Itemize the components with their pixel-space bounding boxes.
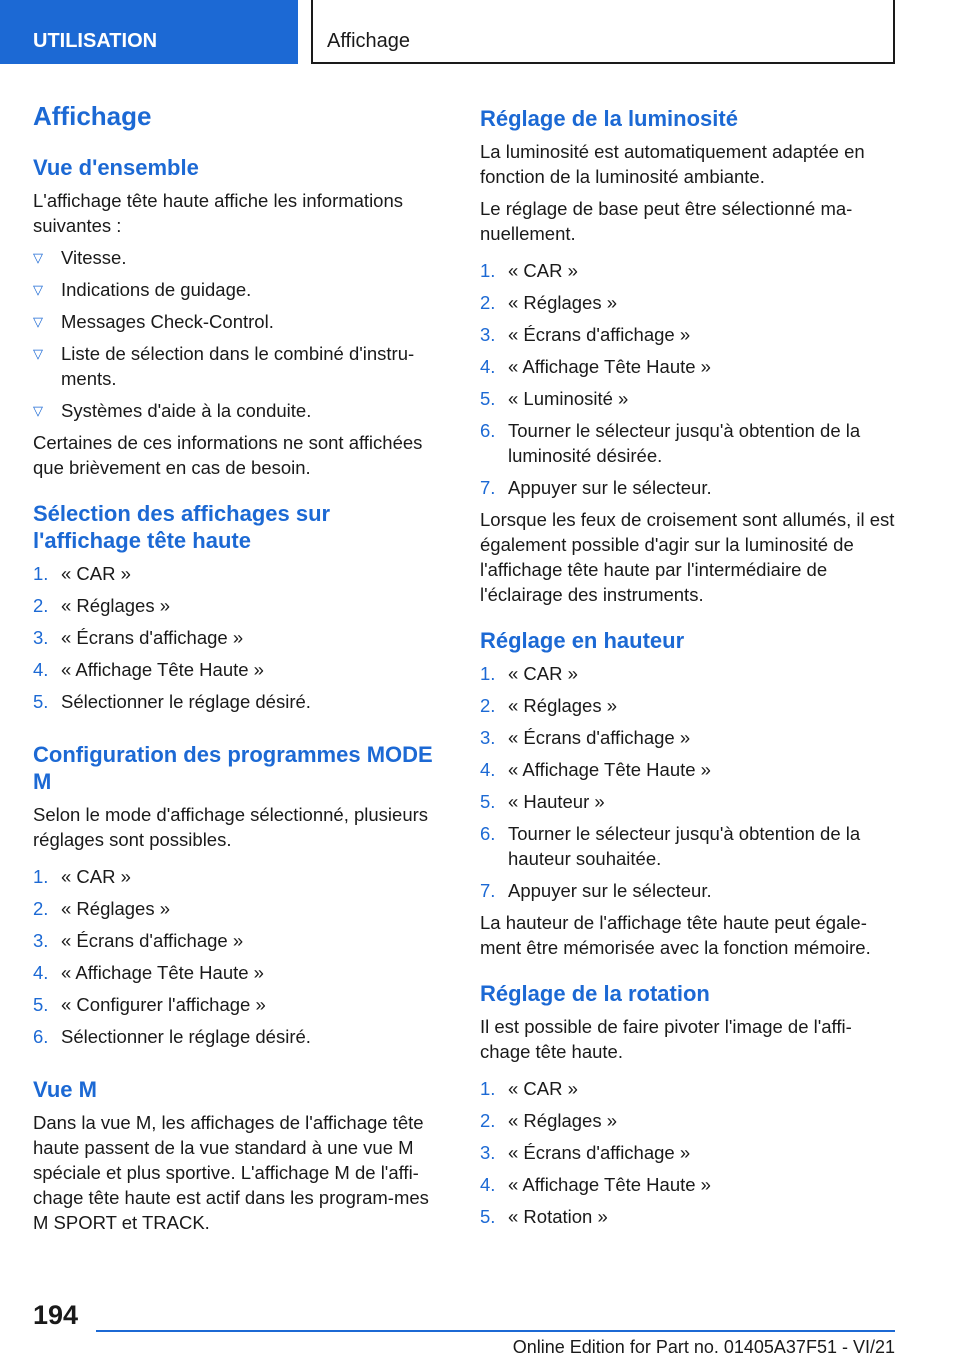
overview-intro: L'affichage tête haute affiche les informations suivantes : bbox=[33, 190, 404, 236]
step-item bbox=[33, 960, 443, 985]
step-number: 5. bbox=[480, 388, 496, 409]
rotation-intro: Il est possible de faire pivoter l'image de l'affi-chage tête haute. bbox=[480, 1016, 852, 1062]
step-number: 6. bbox=[480, 823, 496, 844]
step-number: 5. bbox=[480, 791, 496, 812]
section-tab[interactable]: UTILISATION bbox=[0, 0, 298, 64]
item-text: « Écrans d'affichage » bbox=[61, 930, 244, 951]
overview-note: Certaines de ces informations ne sont affichées que brièvement en cas de besoin. bbox=[33, 432, 423, 478]
step-item bbox=[480, 1108, 895, 1133]
list-item bbox=[33, 277, 443, 302]
item-text: « Affichage Tête Haute » bbox=[508, 356, 711, 377]
item-text: « CAR » bbox=[61, 563, 131, 584]
step-item bbox=[33, 1024, 443, 1049]
step-item bbox=[33, 657, 443, 682]
item-text: Vitesse. bbox=[61, 247, 127, 268]
item-text: Appuyer sur le sélecteur. bbox=[508, 880, 712, 901]
step-number: 4. bbox=[33, 962, 49, 983]
rotation-steps bbox=[480, 1076, 895, 1229]
item-text: « Rotation » bbox=[508, 1206, 608, 1227]
step-number: 2. bbox=[33, 898, 49, 919]
brightness-p2: Le réglage de base peut être sélectionné ma-nuellement. bbox=[480, 198, 853, 244]
triangle-bullet-icon: ▽ bbox=[33, 403, 43, 418]
height-steps bbox=[480, 661, 895, 903]
step-number: 2. bbox=[480, 695, 496, 716]
step-item bbox=[480, 386, 895, 411]
brightness-steps bbox=[480, 258, 895, 500]
step-item bbox=[480, 475, 895, 500]
selection-heading: Sélection des affichages sur l'affichage tête haute bbox=[33, 501, 331, 553]
item-text: « CAR » bbox=[508, 260, 578, 281]
height-note: La hauteur de l'affichage tête haute peut égale-ment être mémorisée avec la fonction mémoire. bbox=[480, 912, 871, 958]
item-text: Appuyer sur le sélecteur. bbox=[508, 477, 712, 498]
item-text: « Luminosité » bbox=[508, 388, 629, 409]
footer-divider bbox=[96, 1330, 895, 1332]
item-text: « Configurer l'affichage » bbox=[61, 994, 266, 1015]
item-text: « Affichage Tête Haute » bbox=[508, 1174, 711, 1195]
step-number: 3. bbox=[480, 1142, 496, 1163]
step-number: 3. bbox=[33, 930, 49, 951]
item-text: « Réglages » bbox=[508, 695, 618, 716]
item-text: Liste de sélection dans le combiné d'instru-ments. bbox=[61, 343, 415, 389]
step-number: 4. bbox=[480, 759, 496, 780]
item-text: Systèmes d'aide à la conduite. bbox=[61, 400, 312, 421]
mode-m-heading: Configuration des programmes MODE M bbox=[33, 742, 433, 794]
page-title: Affichage bbox=[33, 101, 152, 131]
overview-heading: Vue d'ensemble bbox=[33, 155, 199, 180]
step-number: 5. bbox=[33, 994, 49, 1015]
height-heading: Réglage en hauteur bbox=[480, 628, 685, 653]
edition-text: Online Edition for Part no. 01405A37F51 - VI/21 bbox=[512, 1337, 895, 1357]
step-item bbox=[480, 322, 895, 347]
step-number: 7. bbox=[480, 880, 496, 901]
item-text: « Écrans d'affichage » bbox=[508, 324, 691, 345]
item-text: Indications de guidage. bbox=[61, 279, 252, 300]
item-text: « Affichage Tête Haute » bbox=[61, 962, 264, 983]
step-item bbox=[33, 896, 443, 921]
triangle-bullet-icon: ▽ bbox=[33, 250, 43, 265]
item-text: « Réglages » bbox=[61, 595, 171, 616]
mode-m-steps bbox=[33, 864, 443, 1049]
step-item bbox=[480, 354, 895, 379]
step-number: 2. bbox=[480, 1110, 496, 1131]
list-item bbox=[33, 309, 443, 334]
item-text: « Écrans d'affichage » bbox=[61, 627, 244, 648]
right-column bbox=[480, 100, 895, 1236]
list-item bbox=[33, 245, 443, 270]
overview-list bbox=[33, 245, 443, 423]
step-item bbox=[480, 693, 895, 718]
step-number: 3. bbox=[480, 727, 496, 748]
page-header-title: Affichage bbox=[311, 0, 895, 64]
step-item bbox=[480, 725, 895, 750]
mode-m-intro: Selon le mode d'affichage sélectionné, plusieurs réglages sont possibles. bbox=[33, 804, 429, 850]
item-text: « Écrans d'affichage » bbox=[508, 727, 691, 748]
item-text: Messages Check-Control. bbox=[61, 311, 274, 332]
item-text: Tourner le sélecteur jusqu'à obtention de la luminosité désirée. bbox=[508, 420, 861, 466]
brightness-note: Lorsque les feux de croisement sont allumés, il est également possible d'agir sur la luminosité de l'affichage tête haute par l'intermédiaire de l'éclairage des instruments. bbox=[480, 509, 895, 605]
step-item bbox=[33, 928, 443, 953]
page-number: 194 bbox=[33, 1300, 79, 1330]
step-number: 1. bbox=[33, 866, 49, 887]
step-number: 4. bbox=[480, 1174, 496, 1195]
item-text: Sélectionner le réglage désiré. bbox=[61, 691, 311, 712]
left-column bbox=[33, 100, 443, 1235]
step-item bbox=[480, 757, 895, 782]
step-item bbox=[480, 290, 895, 315]
item-text: « CAR » bbox=[508, 663, 578, 684]
item-text: « Écrans d'affichage » bbox=[508, 1142, 691, 1163]
step-item bbox=[480, 661, 895, 686]
vue-m-heading: Vue M bbox=[33, 1077, 97, 1102]
item-text: « Réglages » bbox=[61, 898, 171, 919]
step-number: 1. bbox=[33, 563, 49, 584]
item-text: Tourner le sélecteur jusqu'à obtention de la hauteur souhaitée. bbox=[508, 823, 861, 869]
item-text: « Réglages » bbox=[508, 292, 618, 313]
selection-steps bbox=[33, 561, 443, 714]
rotation-heading: Réglage de la rotation bbox=[480, 981, 710, 1006]
step-number: 2. bbox=[480, 292, 496, 313]
step-item bbox=[480, 789, 895, 814]
step-number: 1. bbox=[480, 1078, 496, 1099]
triangle-bullet-icon: ▽ bbox=[33, 282, 43, 297]
step-item bbox=[33, 593, 443, 618]
list-item bbox=[33, 341, 443, 391]
step-item bbox=[33, 689, 443, 714]
step-item bbox=[33, 625, 443, 650]
step-item bbox=[480, 1076, 895, 1101]
step-number: 7. bbox=[480, 477, 496, 498]
step-item bbox=[480, 1140, 895, 1165]
brightness-p1: La luminosité est automatiquement adaptée en fonction de la luminosité ambiante. bbox=[480, 141, 865, 187]
item-text: « CAR » bbox=[61, 866, 131, 887]
triangle-bullet-icon: ▽ bbox=[33, 346, 43, 361]
item-text: « CAR » bbox=[508, 1078, 578, 1099]
step-item bbox=[480, 258, 895, 283]
brightness-heading: Réglage de la luminosité bbox=[480, 106, 738, 131]
step-number: 3. bbox=[480, 324, 496, 345]
step-number: 1. bbox=[480, 663, 496, 684]
step-number: 5. bbox=[33, 691, 49, 712]
step-item bbox=[480, 1204, 895, 1229]
step-number: 2. bbox=[33, 595, 49, 616]
step-item bbox=[33, 864, 443, 889]
item-text: « Affichage Tête Haute » bbox=[61, 659, 264, 680]
vue-m-text: Dans la vue M, les affichages de l'affichage tête haute passent de la vue standard à une vue M spéciale et plus sportive. L'affichage M de l'affi-chage tête haute est actif dans les program-mes M SPORT et TRACK. bbox=[33, 1112, 429, 1233]
step-number: 3. bbox=[33, 627, 49, 648]
step-item bbox=[480, 418, 895, 468]
step-number: 6. bbox=[480, 420, 496, 441]
list-item bbox=[33, 398, 443, 423]
step-number: 4. bbox=[33, 659, 49, 680]
step-number: 5. bbox=[480, 1206, 496, 1227]
item-text: « Réglages » bbox=[508, 1110, 618, 1131]
item-text: Sélectionner le réglage désiré. bbox=[61, 1026, 311, 1047]
step-number: 1. bbox=[480, 260, 496, 281]
step-number: 6. bbox=[33, 1026, 49, 1047]
step-item bbox=[480, 821, 895, 871]
step-item bbox=[480, 1172, 895, 1197]
step-number: 4. bbox=[480, 356, 496, 377]
step-item bbox=[33, 561, 443, 586]
triangle-bullet-icon: ▽ bbox=[33, 314, 43, 329]
step-item bbox=[480, 878, 895, 903]
item-text: « Affichage Tête Haute » bbox=[508, 759, 711, 780]
step-item bbox=[33, 992, 443, 1017]
item-text: « Hauteur » bbox=[508, 791, 605, 812]
